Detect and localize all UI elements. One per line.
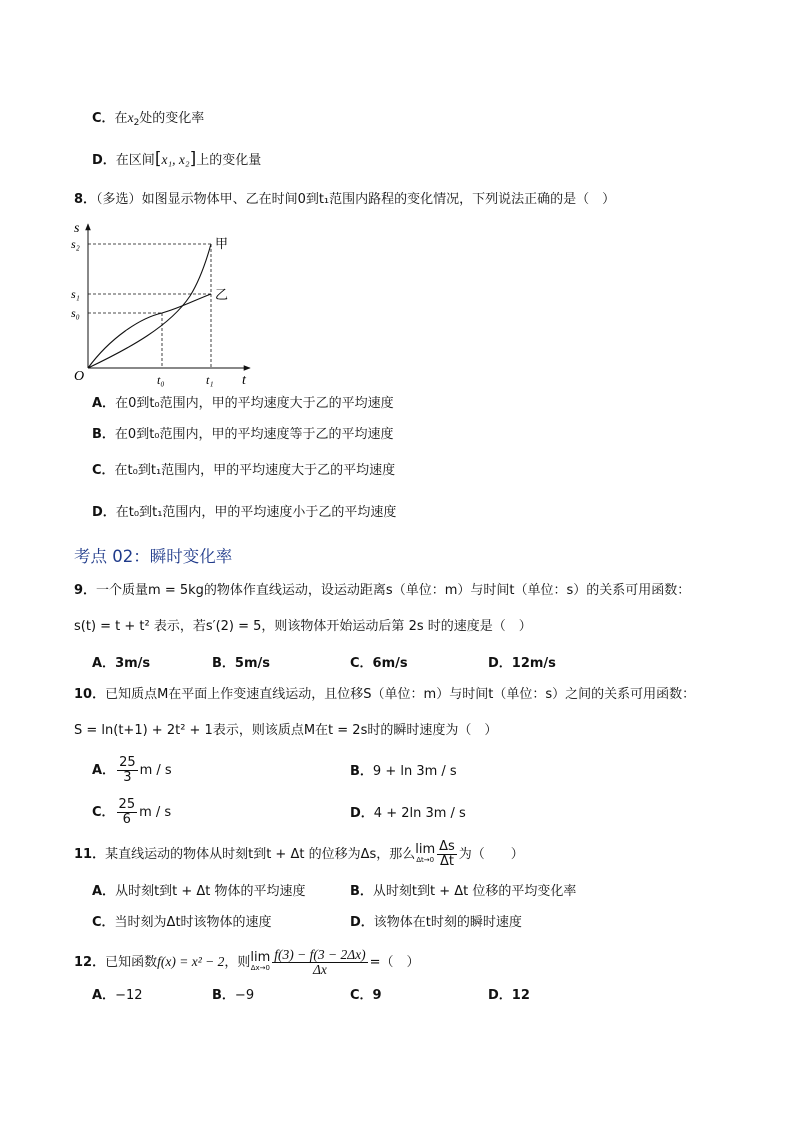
q12-stem-c: =（ ） <box>369 955 420 970</box>
curve-yi-label: 乙 <box>215 288 229 303</box>
q9-option-b-text: 5m/s <box>234 656 270 671</box>
q12-option-c-text: 9 <box>372 988 382 1003</box>
q8-option-c-text: 在t₀到t₁范围内，甲的平均速度大于乙的平均速度 <box>114 463 396 478</box>
curve-jia <box>88 244 211 368</box>
q10-option-b <box>350 764 457 780</box>
q10-option-a-den: 3 <box>123 770 132 785</box>
q11-option-a-text: 从时刻t到t + Δt 物体的平均速度 <box>115 884 306 899</box>
q9-line1-text: 一个质量m = 5kg的物体作直线运动，设运动距离s（单位：m）与时间t（单位：s）的关系可用函数： <box>96 583 691 598</box>
q7-option-c-text-b: 处的变化率 <box>139 111 205 126</box>
q8-option-d-label: D． <box>92 505 116 520</box>
q7-option-c-var: x <box>127 110 134 125</box>
tick-s1: s₁ <box>71 287 80 301</box>
q10-line2-text: S = ln(t+1) + 2t² + 1表示，则该质点M在t = 2s时的瞬时速度为（ ） <box>74 723 498 738</box>
q8-option-d-text: 在t₀到t₁范围内，甲的平均速度小于乙的平均速度 <box>115 505 397 520</box>
q10-option-c <box>92 798 171 827</box>
q10-line1-text: 已知质点M在平面上作变速直线运动，且位移S（单位：m）与时间t（单位：s）之间的关系可用函数： <box>105 687 696 702</box>
q7-option-d: D．在区间[x₁, x₂]上的变化量 <box>92 149 262 169</box>
q10-line2 <box>74 723 497 739</box>
q10-option-d-text: 4 + 2ln 3m / s <box>373 806 466 821</box>
q8-option-b <box>92 427 394 443</box>
q11-stem <box>74 840 524 869</box>
q12-lim-word: lim <box>250 949 271 965</box>
tick-s0: s₀ <box>71 306 80 320</box>
q12-frac-num: f(3) − f(3 − 2Δx) <box>274 947 366 962</box>
q10-option-c-label: C． <box>92 805 115 820</box>
q10-line1 <box>74 687 695 703</box>
q11-option-a <box>92 884 306 900</box>
q10-option-c-unit: m / s <box>139 805 172 820</box>
q8-option-c <box>92 463 395 479</box>
q8-option-b-text: 在0到t₀范围内，甲的平均速度等于乙的平均速度 <box>114 427 394 442</box>
q11-frac-num: Δs <box>439 839 455 854</box>
q11-option-c-text: 当时刻为Δt时该物体的速度 <box>114 915 272 930</box>
x-axis-label: t <box>242 373 246 388</box>
q11-number: 11． <box>74 847 106 862</box>
q11-option-b-text: 从时刻t到t + Δt 位移的平均变化率 <box>372 884 577 899</box>
q11-option-d-text: 该物体在t时刻的瞬时速度 <box>373 915 522 930</box>
q11-lim-word: lim <box>415 841 436 857</box>
q11-option-d <box>350 915 522 931</box>
q7-option-c <box>92 110 204 131</box>
q8-option-a-label: A． <box>92 396 116 411</box>
q11-lim-under: Δt→0 <box>416 855 435 864</box>
q12-option-a-text: −12 <box>115 988 143 1003</box>
q7-option-d-interval: x₁, x₂ <box>161 152 190 167</box>
q8-option-d <box>92 505 396 521</box>
q12-fraction <box>272 948 367 977</box>
q12-stem-b: ，则 <box>224 955 251 970</box>
q10-option-c-fraction <box>117 798 138 827</box>
y-axis-label: s <box>74 221 80 236</box>
q7-option-c-text-a: 在 <box>114 111 128 126</box>
q12-frac-den: Δx <box>312 962 327 977</box>
q11-fraction <box>437 840 457 869</box>
q11-option-b <box>350 884 576 900</box>
q9-option-b-label: B． <box>212 656 235 671</box>
tick-t1: t₁ <box>206 373 214 387</box>
q12-stem <box>74 948 420 977</box>
q10-number: 10． <box>74 687 106 702</box>
q7-option-d-label: D． <box>92 153 116 168</box>
q8-graph <box>70 218 260 390</box>
q12-option-d <box>488 988 530 1004</box>
curve-jia-label: 甲 <box>215 237 229 252</box>
q9-option-b <box>212 656 270 672</box>
origin-label: O <box>74 369 85 384</box>
q8-tag: （多选） <box>96 192 142 207</box>
q7-option-c-sub: 2 <box>133 118 140 128</box>
q10-option-d-label: D． <box>350 806 374 821</box>
q12-option-c-label: C． <box>350 988 373 1003</box>
section-heading: 考点 02：瞬时变化率 <box>74 547 233 566</box>
q12-limit <box>250 949 271 974</box>
q8-stem <box>74 192 615 208</box>
q12-option-b <box>212 988 254 1004</box>
q10-option-a-unit: m / s <box>139 763 172 778</box>
q11-frac-den: Δt <box>439 854 454 869</box>
curve-yi <box>88 294 211 368</box>
q10-option-c-den: 6 <box>122 812 131 827</box>
q7-option-c-label: C． <box>92 111 115 126</box>
tick-t0: t₀ <box>157 373 165 387</box>
q8-number: 8． <box>74 192 97 207</box>
q12-option-b-label: B． <box>212 988 235 1003</box>
q9-option-c-label: C． <box>350 656 373 671</box>
q12-number: 12． <box>74 955 106 970</box>
q9-option-a <box>92 656 150 672</box>
q10-option-a-label: A． <box>92 763 116 778</box>
q12-stem-a: 已知函数 <box>105 955 158 970</box>
q12-option-b-text: −9 <box>234 988 255 1003</box>
q12-function: f(x) = x² − 2 <box>157 954 225 969</box>
q12-option-a-label: A． <box>92 988 116 1003</box>
q8-option-a <box>92 396 394 412</box>
q9-option-a-text: 3m/s <box>115 656 151 671</box>
q11-stem-b: 为（ ） <box>458 847 524 862</box>
tick-s2: s₂ <box>71 237 80 251</box>
q10-option-d <box>350 806 466 822</box>
q9-option-c <box>350 656 408 672</box>
q10-option-a-fraction <box>117 756 138 785</box>
q8-option-c-label: C． <box>92 463 115 478</box>
q9-line2-text: s(t) = t + t² 表示，若s′(2) = 5，则该物体开始运动后第 2s 时的速度是（ ） <box>74 619 532 634</box>
q9-line2 <box>74 619 532 635</box>
q9-number: 9． <box>74 583 97 598</box>
q11-stem-a: 某直线运动的物体从时刻t到t + Δt 的位移为Δs，那么 <box>105 847 416 862</box>
q11-option-c <box>92 915 272 931</box>
q11-option-c-label: C． <box>92 915 115 930</box>
q11-limit <box>415 841 436 866</box>
q9-option-d-text: 12m/s <box>511 656 556 671</box>
q12-option-d-label: D． <box>488 988 512 1003</box>
q7-option-d-text-a: 在区间 <box>115 153 155 168</box>
q10-option-a <box>92 756 172 785</box>
q12-option-c <box>350 988 382 1004</box>
q12-lim-under: Δx→0 <box>250 963 270 972</box>
q11-option-a-label: A． <box>92 884 116 899</box>
q8-option-a-text: 在0到t₀范围内，甲的平均速度大于乙的平均速度 <box>115 396 394 411</box>
q10-option-b-label: B． <box>350 764 373 779</box>
q12-option-d-text: 12 <box>511 988 530 1003</box>
q9-option-d-label: D． <box>488 656 512 671</box>
q10-option-a-num: 25 <box>119 755 136 770</box>
q10-option-b-text: 9 + ln 3m / s <box>372 764 457 779</box>
q8-option-b-label: B． <box>92 427 115 442</box>
q9-option-c-text: 6m/s <box>372 656 408 671</box>
q11-option-d-label: D． <box>350 915 374 930</box>
q9-line1 <box>74 583 690 599</box>
q9-option-a-label: A． <box>92 656 116 671</box>
q10-option-c-num: 25 <box>118 797 136 812</box>
q9-option-d <box>488 656 556 672</box>
q7-option-d-text-b: 上的变化量 <box>196 153 262 168</box>
q11-option-b-label: B． <box>350 884 373 899</box>
q12-option-a <box>92 988 143 1004</box>
q8-stem-text: 如图显示物体甲、乙在时间0到t₁范围内路程的变化情况，下列说法正确的是（ ） <box>141 192 616 207</box>
